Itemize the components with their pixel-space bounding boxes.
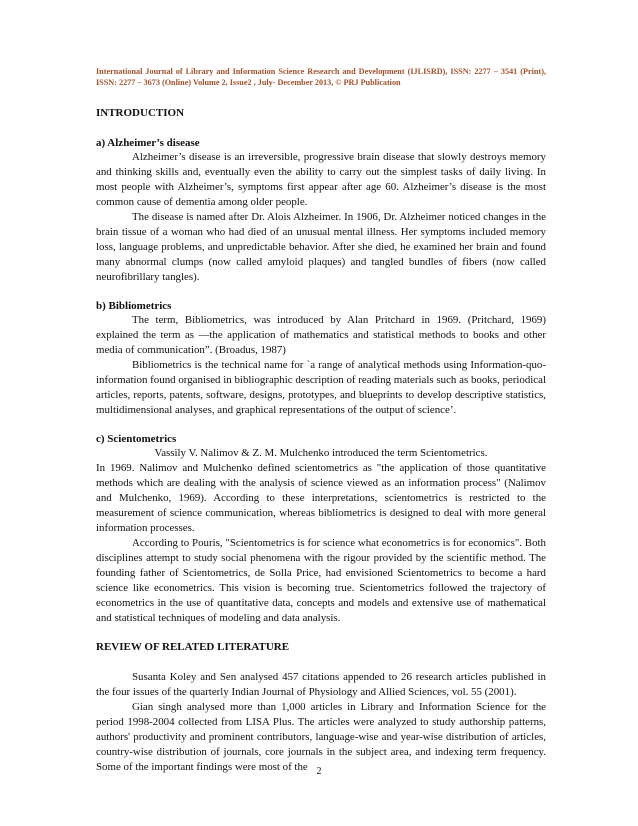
subsection-heading-bibliometrics: b) Bibliometrics	[96, 300, 172, 312]
document-page	[96, 66, 546, 775]
subsection-heading-scientometrics: c) Scientometrics	[96, 433, 177, 445]
page-number: 2	[316, 766, 322, 777]
paragraph: Gian singh analysed more than 1,000 articles in Library and Information Science for the period 1998-2004 collected from LISA Plus. The articles were analyzed to study authorship patterns, authors' productivity and prominent contributors, language-wise and year-wise distribution of articles, country-wise distribution of journals, core journals in the subject area, and indexing term frequency. Some of the important findings were most of the	[96, 701, 546, 773]
section-title-review: REVIEW OF RELATED LITERATURE	[96, 641, 290, 653]
paragraph: Bibliometrics is the technical name for `a range of analytical methods using Information-quo-information found organised in bibliographic description of reading materials such as books, periodical articles, reports, patents, software, designs, prototypes, and blueprints to develop descriptive statistics, multidimensional analyses, and graphical representations of the output of science’.	[96, 359, 546, 416]
paragraph: Susanta Koley and Sen analysed 457 citations appended to 26 research articles published in the four issues of the quarterly Indian Journal of Physiology and Allied Sciences, vol. 55 (2001).	[96, 671, 546, 698]
subsection-heading-alzheimer: a) Alzheimer’s disease	[96, 137, 200, 149]
section-title-introduction: INTRODUCTION	[96, 107, 185, 119]
journal-header: International Journal of Library and Information Science Research and Development (IJLISRD), ISSN: 2277 – 3541 (Print), ISSN: 2277 – 3673 (Online) Volume 2, Issue2 , July- December 2013, © PRJ Publication	[96, 67, 546, 87]
paragraph: The disease is named after Dr. Alois Alzheimer. In 1906, Dr. Alzheimer noticed changes in the brain tissue of a woman who had died of an unusual mental illness. Her symptoms included memory loss, language problems, and unpredictable behavior. After she died, he examined her brain and found many abnormal clumps (now called amyloid plaques) and tangled bundles of fibers (now called neurofibrillary tangles).	[96, 211, 546, 283]
paragraph: In 1969. Nalimov and Mulchenko defined scientometrics as "the application of those quantitative methods which are dealing with the analysis of science viewed as an information process" (Nalimov and Mulchenko, 1969). According to these interpretations, scientometrics is restricted to the measurement of science communication, whereas bibliometrics is designed to deal with more general information processes.	[96, 462, 546, 534]
paragraph: Alzheimer’s disease is an irreversible, progressive brain disease that slowly destroys memory and thinking skills and, eventually even the ability to carry out the simplest tasks of daily living. In most people with Alzheimer’s, symptoms first appear after age 60. Alzheimer’s disease is the most common cause of dementia among older people.	[96, 151, 546, 208]
paragraph: According to Pouris, "Scientometrics is for science what econometrics is for economics". Both disciplines attempt to study social phenomena with the rigour provided by the scientific method. The founding father of Scientometrics, de Solla Price, had envisioned Scientometrics to become a hard science like econometrics. This vision is becoming true. Scientometrics followed the trajectory of econometrics in the use of quantitative data, concepts and models and extensive use of mathematical and statistical techniques of modeling and data analysis.	[96, 537, 546, 624]
paragraph: Vassily V. Nalimov & Z. M. Mulchenko introduced the term Scientometrics.	[154, 447, 488, 459]
paragraph: The term, Bibliometrics, was introduced by Alan Pritchard in 1969. (Pritchard, 1969) explained the term as ―the application of mathematics and statistical methods to books and other media of communication”. (Broadus, 1987)	[96, 314, 546, 356]
